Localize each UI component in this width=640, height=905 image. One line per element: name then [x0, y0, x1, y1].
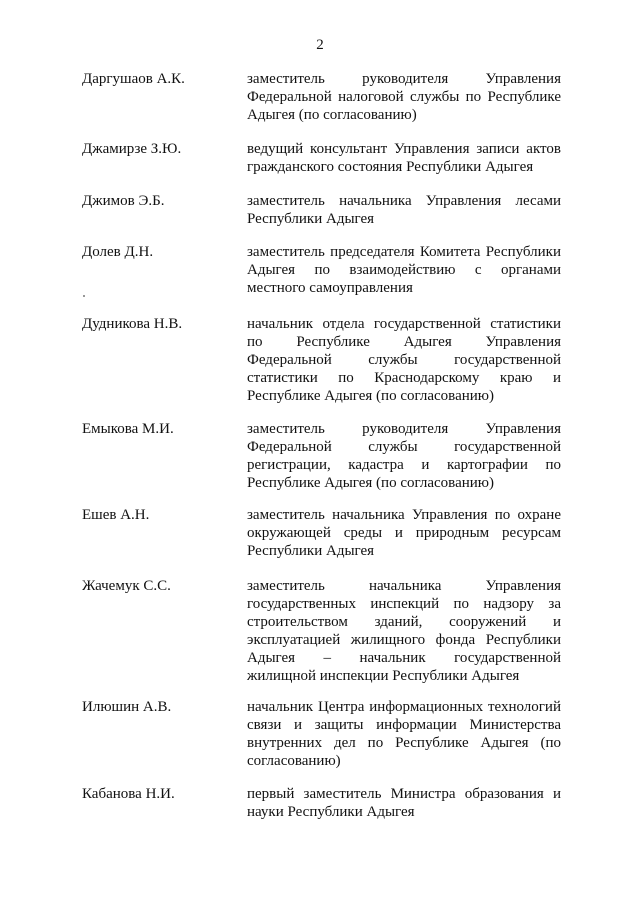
- position-line: статистики по Краснодарскому краю и: [247, 370, 561, 386]
- position-line: эксплуатацией жилищного фонда Республики: [247, 632, 561, 648]
- position-line: окружающей среды и природным ресурсам: [247, 525, 561, 541]
- person-name: Илюшин А.В.: [82, 699, 172, 715]
- person-name: Даргушаов А.К.: [82, 71, 185, 87]
- position-line: внутренних дел по Республике Адыгея (по: [247, 735, 561, 751]
- person-position: [247, 243, 561, 297]
- position-line: заместитель начальника Управления: [247, 578, 561, 594]
- position-line: Адыгея по взаимодействию с органами: [247, 262, 561, 278]
- position-line: жилищной инспекции Республики Адыгея: [247, 668, 520, 684]
- position-line: строительством зданий, сооружений и: [247, 614, 561, 630]
- person-name: Емыкова М.И.: [82, 421, 174, 437]
- position-line: начальник отдела государственной статистики: [247, 316, 561, 332]
- person-position: [247, 785, 561, 821]
- position-line: связи и защиты информации Министерства: [247, 717, 561, 733]
- person-name: Ешев А.Н.: [82, 507, 150, 523]
- position-line: Республике Адыгея (по согласованию): [247, 475, 494, 491]
- position-line: заместитель руководителя Управления: [247, 71, 561, 87]
- person-position: [247, 506, 561, 560]
- position-line: заместитель руководителя Управления: [247, 421, 561, 437]
- position-line: государственных инспекций по надзору за: [247, 596, 561, 612]
- position-line: ведущий консультант Управления записи актов: [247, 141, 561, 157]
- person-position: [247, 315, 561, 405]
- person-position: [247, 192, 561, 228]
- person-position: [247, 698, 561, 770]
- position-line: местного самоуправления: [247, 280, 413, 296]
- position-line: Адыгея – начальник государственной: [247, 650, 561, 666]
- position-line: регистрации, кадастра и картографии по: [247, 457, 561, 473]
- person-name: Дудникова Н.В.: [82, 316, 183, 332]
- position-line: согласованию): [247, 753, 341, 769]
- person-position: [247, 140, 561, 176]
- position-line: Республики Адыгея: [247, 211, 375, 227]
- position-line: Федеральной службы государственной: [247, 439, 561, 455]
- scan-speck: [83, 295, 85, 297]
- position-line: Адыгея (по согласованию): [247, 107, 417, 123]
- position-line: Федеральной налоговой службы по Республике: [247, 89, 561, 105]
- person-name: Долев Д.Н.: [82, 244, 154, 260]
- position-line: первый заместитель Министра образования и: [247, 786, 561, 802]
- person-name: Джимов Э.Б.: [82, 193, 165, 209]
- position-line: науки Республики Адыгея: [247, 804, 415, 820]
- position-line: заместитель начальника Управления по охране: [247, 507, 561, 523]
- position-line: по Республике Адыгея Управления: [247, 334, 561, 350]
- page-number: 2: [316, 37, 324, 53]
- person-name: Кабанова Н.И.: [82, 786, 175, 802]
- position-line: заместитель председателя Комитета Республики: [247, 244, 561, 260]
- position-line: гражданского состояния Республики Адыгея: [247, 159, 534, 175]
- position-line: Федеральной службы государственной: [247, 352, 561, 368]
- position-line: Республики Адыгея: [247, 543, 375, 559]
- position-line: Республике Адыгея (по согласованию): [247, 388, 494, 404]
- person-name: Жачемук С.С.: [82, 578, 171, 594]
- person-position: [247, 577, 561, 685]
- person-position: [247, 420, 561, 492]
- person-name: Джамирзе З.Ю.: [82, 141, 182, 157]
- position-line: заместитель начальника Управления лесами: [247, 193, 561, 209]
- person-position: [247, 70, 561, 124]
- position-line: начальник Центра информационных технологий: [247, 699, 561, 715]
